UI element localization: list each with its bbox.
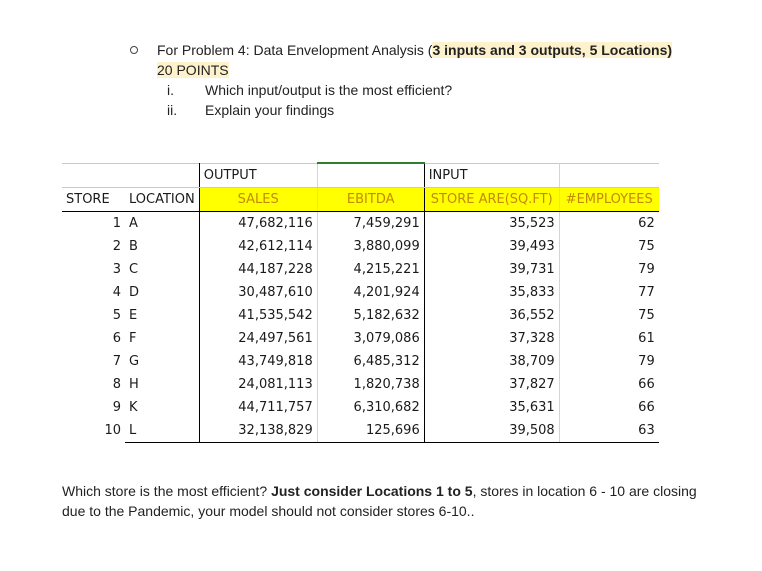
table-row: 9 K 44,711,757 6,310,682 35,631 66: [62, 396, 659, 419]
subitem-2: ii. Explain your findings: [167, 102, 335, 118]
table-row: 10 L 32,138,829 125,696 39,508 63: [62, 419, 659, 443]
subitem-1: i. Which input/output is the most efficient?: [167, 82, 453, 98]
problem-intro: For Problem 4: Data Envelopment Analysis (: [157, 42, 433, 58]
bullet-circle-icon: [130, 46, 138, 54]
header-sales: SALES: [199, 188, 317, 212]
table-row: 2 B 42,612,114 3,880,099 39,493 75: [62, 235, 659, 258]
header-employees: #EMPLOYEES: [559, 188, 659, 212]
table-row: 8 H 24,081,113 1,820,738 37,827 66: [62, 373, 659, 396]
problem-points: 20 POINTS: [157, 62, 229, 78]
problem-subitems: [167, 80, 690, 120]
group-input-label: INPUT: [424, 163, 559, 188]
group-header-row: [62, 163, 659, 188]
table-row: 6 F 24,497,561 3,079,086 37,328 61: [62, 327, 659, 350]
table-row: 5 E 41,535,542 5,182,632 36,552 75: [62, 304, 659, 327]
table-row: 1 A 47,682,116 7,459,291 35,523 62: [62, 212, 659, 236]
header-location: LOCATION: [125, 188, 199, 212]
problem-heading: [157, 40, 690, 80]
header-store-area: STORE ARE(SQ.FT): [424, 188, 559, 212]
problem-highlight: 3 inputs and 3 outputs, 5 Locations): [432, 42, 673, 58]
header-store: STORE: [62, 188, 125, 212]
footer-bold-note: Just consider Locations 1 to 5: [271, 483, 473, 499]
problem-statement: [130, 40, 690, 120]
column-header-row: [62, 188, 659, 212]
footer-question: Which store is the most efficient? Just consider Locations 1 to 5, stores in location 6 - 10 are closing due to the Pandemic, your model should not consider stores 6-10..: [62, 483, 697, 519]
header-ebitda: EBITDA: [317, 188, 424, 212]
table-row: 7 G 43,749,818 6,485,312 38,709 79: [62, 350, 659, 373]
table-row: 4 D 30,487,610 4,201,924 35,833 77: [62, 281, 659, 304]
group-output-label: OUTPUT: [199, 163, 317, 188]
store-data-table: [62, 162, 659, 443]
table-row: 3 C 44,187,228 4,215,221 39,731 79: [62, 258, 659, 281]
